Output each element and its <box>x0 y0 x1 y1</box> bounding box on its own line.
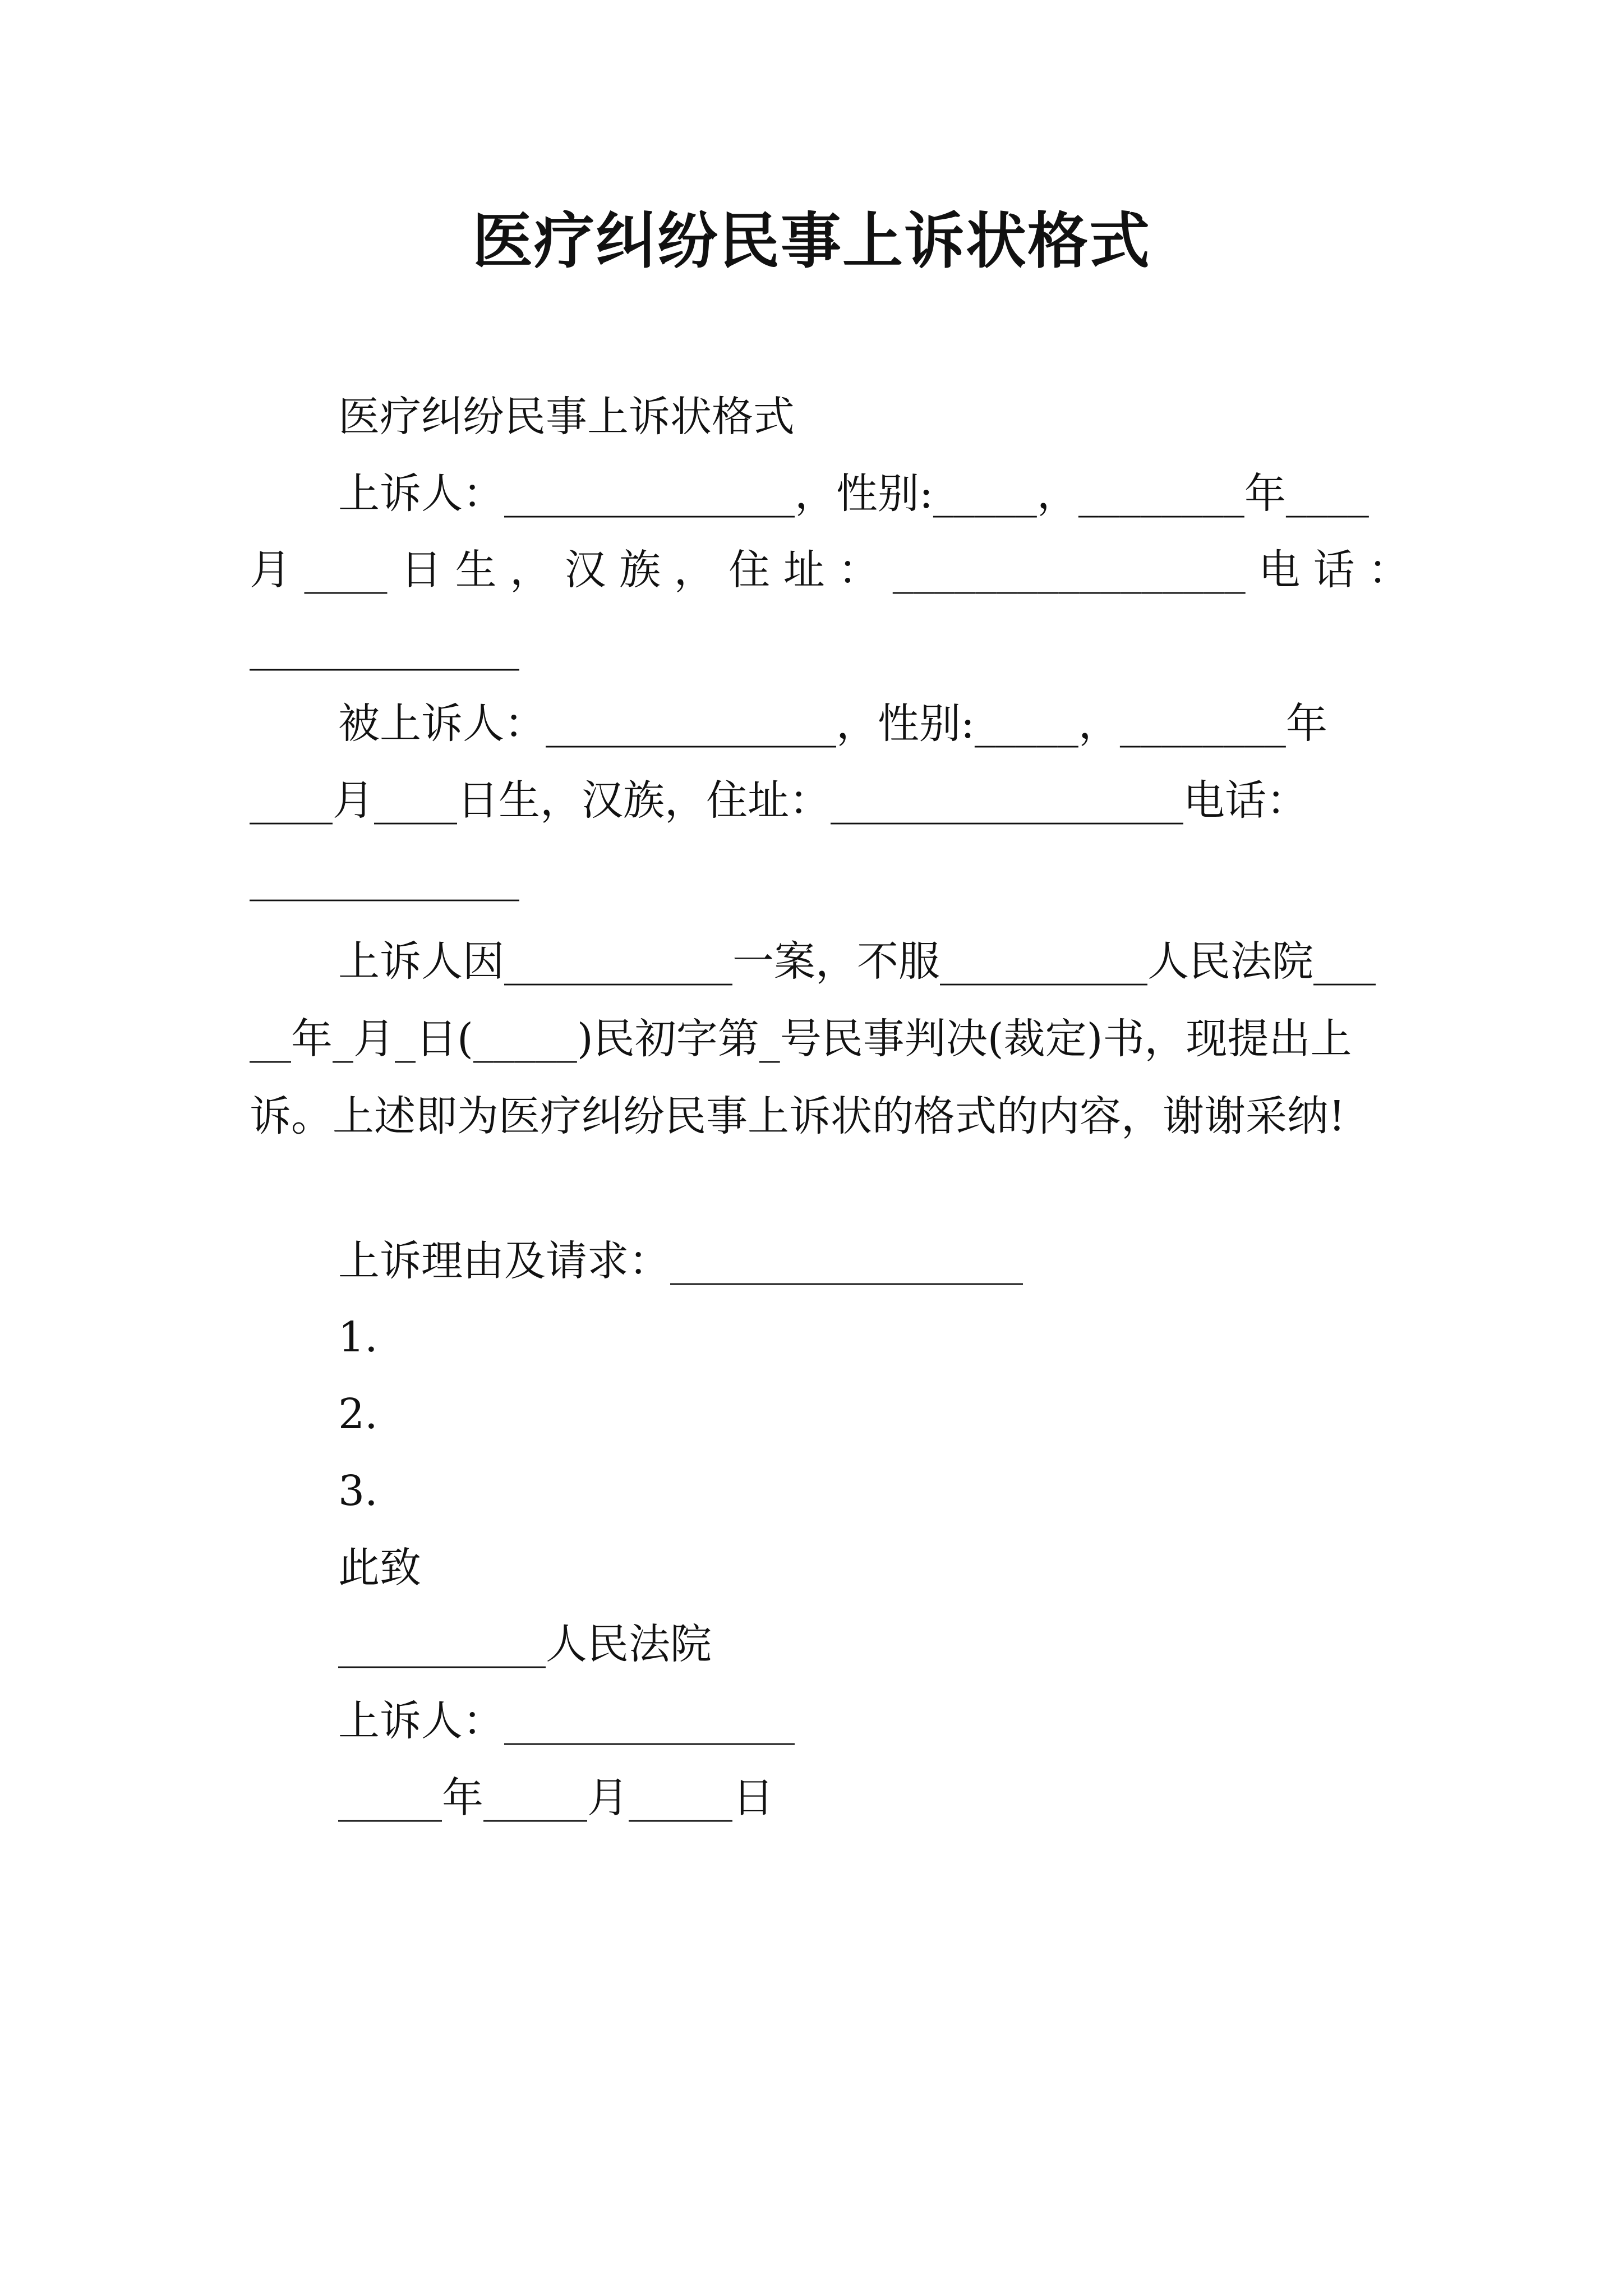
date-line: _____年_____月_____日 <box>338 1774 774 1822</box>
closing-line: 此致 <box>338 1544 421 1592</box>
document-title: 医疗纠纷民事上诉状格式 <box>472 206 1151 277</box>
reason-item-2: 2. <box>338 1390 378 1438</box>
appellee-line-1: 被上诉人：______________，性别:_____，________年 <box>338 700 1327 748</box>
appellant-line-2: 月 ____ 日 生 ， 汉 族 ， 住 址 ： _________________ 电 话 ： <box>250 546 1410 594</box>
signature-line: 上诉人：______________ <box>338 1697 795 1745</box>
appeal-reasons-label: 上诉理由及请求：_________________ <box>338 1237 1023 1285</box>
appellee-line-3: _____________ <box>250 853 519 901</box>
reason-item-3: 3. <box>338 1467 378 1515</box>
appellee-line-2: ____月____日生，汉族，住址：_________________电话： <box>250 776 1308 825</box>
reason-item-1: 1. <box>338 1313 378 1361</box>
appellant-line-3: _____________ <box>250 623 519 671</box>
appellant-line-1: 上诉人：______________，性别:_____，________年____ <box>338 470 1369 518</box>
appeal-paragraph: 上诉人因___________一案，不服__________人民法院_____年_月_日(_____)民初字第_号民事判决(裁定)书，现提出上诉。上述即为医疗纠纷民事上诉状的格式的内容，谢谢采纳! <box>250 937 1376 1140</box>
document-heading: 医疗纠纷民事上诉状格式 <box>338 393 795 441</box>
court-line: __________人民法院 <box>338 1620 712 1668</box>
